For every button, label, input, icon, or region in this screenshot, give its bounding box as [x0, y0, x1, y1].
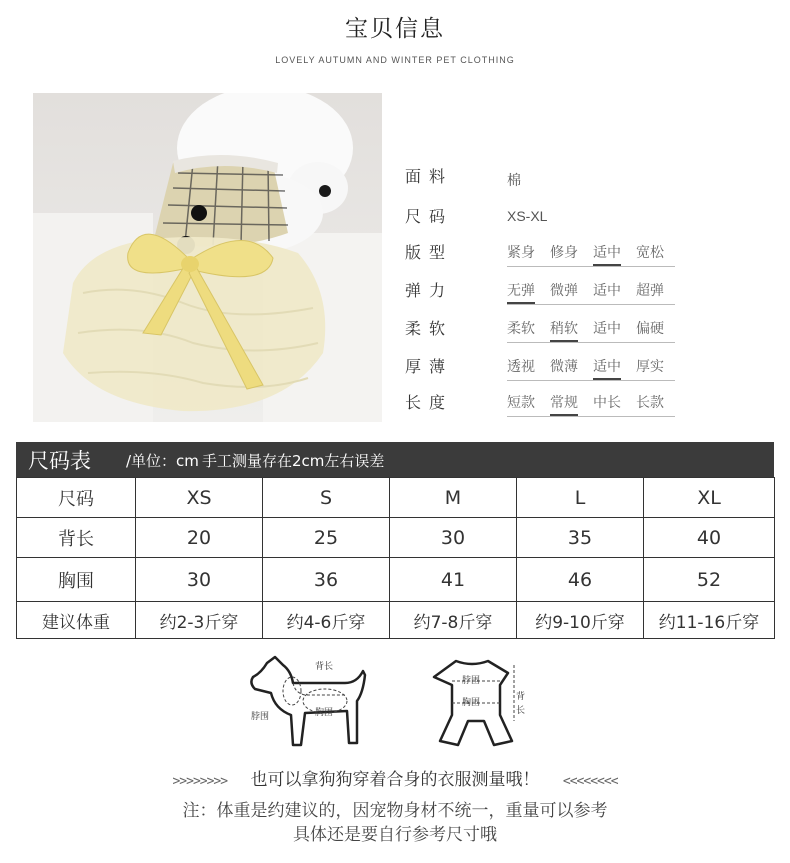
size-chart-note: 手工测量存在2cm左右误差 [202, 452, 385, 470]
attr-options [507, 280, 675, 305]
table-cell: 40 [644, 518, 775, 558]
table-cell: 约11-16斤穿 [644, 602, 775, 639]
attr-options [507, 318, 675, 343]
attr-label: 尺码 [405, 207, 454, 226]
attr-option: 紧身 [507, 245, 535, 261]
attr-fit [405, 240, 705, 266]
table-cell: M [390, 478, 517, 518]
page-subtitle: LOVELY AUTUMN AND WINTER PET CLOTHING [275, 55, 515, 65]
attr-thickness [405, 354, 705, 380]
product-photo [33, 93, 382, 422]
attr-value: XS-XL [507, 208, 548, 224]
attr-label: 版型 [405, 243, 454, 262]
attr-softness [405, 316, 705, 342]
table-row [17, 518, 775, 558]
diagram-label: 脖围 [462, 676, 481, 686]
table-cell: 约4-6斤穿 [263, 602, 390, 639]
attr-option: 宽松 [636, 245, 664, 261]
diagram-label: 背 [516, 692, 526, 702]
attr-label: 厚薄 [405, 357, 454, 376]
table-cell: 30 [136, 558, 263, 602]
attr-option-selected: 适中 [593, 242, 621, 262]
page-title: 宝贝信息 [345, 16, 445, 42]
attr-option-selected: 无弹 [507, 280, 535, 300]
attr-option: 微薄 [550, 359, 578, 375]
attr-option: 适中 [593, 283, 621, 299]
table-cell: 52 [644, 558, 775, 602]
diagram-label: 脖围 [251, 712, 270, 722]
table-cell: S [263, 478, 390, 518]
table-cell: 胸围 [17, 558, 136, 602]
table-cell: 35 [517, 518, 644, 558]
table-cell: L [517, 478, 644, 518]
attr-options [507, 392, 675, 417]
weight-note-line-2: 具体还是要自行参考尺寸哦 [293, 825, 497, 845]
arrows-left-decoration: <<<<<<<< [562, 774, 618, 789]
size-chart-header [16, 442, 774, 477]
attr-label: 弹力 [405, 281, 454, 300]
table-cell: 建议体重 [17, 602, 136, 639]
attr-option: 短款 [507, 395, 535, 411]
attr-option: 透视 [507, 359, 535, 375]
attr-option-selected: 稍软 [550, 318, 578, 338]
dog-outline-icon [245, 653, 370, 753]
table-row-header [17, 478, 775, 518]
attr-fabric [405, 164, 705, 190]
table-cell: 41 [390, 558, 517, 602]
garment-measurement-diagram [428, 655, 528, 750]
table-cell: 25 [263, 518, 390, 558]
size-chart-unit: /单位：cm [126, 452, 199, 470]
diagram-label: 长 [516, 706, 526, 716]
attr-option: 微弹 [550, 283, 578, 299]
table-row [17, 602, 775, 639]
table-cell: 30 [390, 518, 517, 558]
attr-option: 偏硬 [636, 321, 664, 337]
table-cell: 约7-8斤穿 [390, 602, 517, 639]
size-table [16, 477, 775, 639]
attr-option: 适中 [593, 321, 621, 337]
table-cell: XS [136, 478, 263, 518]
table-cell: 约9-10斤穿 [517, 602, 644, 639]
dog-measurement-diagram [245, 653, 370, 753]
attr-option-selected: 适中 [593, 356, 621, 376]
attr-option: 长款 [636, 395, 664, 411]
attr-label: 面料 [405, 167, 454, 186]
attr-option: 中长 [593, 395, 621, 411]
table-row [17, 558, 775, 602]
table-cell: 背长 [17, 518, 136, 558]
diagram-label: 胸围 [462, 698, 481, 708]
arrows-right-decoration: >>>>>>>> [172, 774, 228, 789]
weight-note-line-1: 注：体重是约建议的，因宠物身材不统一，重量可以参考 [182, 801, 608, 821]
attr-label: 长度 [405, 393, 454, 412]
attr-elasticity [405, 278, 705, 304]
attr-option: 修身 [550, 245, 578, 261]
table-cell: 36 [263, 558, 390, 602]
table-cell: XL [644, 478, 775, 518]
attr-label: 柔软 [405, 319, 454, 338]
diagram-label: 背长 [315, 662, 334, 672]
attr-option: 厚实 [636, 359, 664, 375]
attr-value: 棉 [507, 172, 521, 188]
measure-tip-text: 也可以拿狗狗穿着合身的衣服测量哦！ [250, 770, 540, 790]
attr-option: 柔软 [507, 321, 535, 337]
measure-tip [0, 765, 790, 790]
table-cell: 尺码 [17, 478, 136, 518]
table-cell: 46 [517, 558, 644, 602]
attr-options [507, 242, 675, 267]
size-chart-title: 尺码表 [28, 449, 91, 473]
dog-in-dress-illustration [33, 93, 382, 422]
attr-option: 超弹 [636, 283, 664, 299]
table-cell: 约2-3斤穿 [136, 602, 263, 639]
attr-options [507, 356, 675, 381]
attr-length [405, 390, 705, 416]
table-cell: 20 [136, 518, 263, 558]
attr-option-selected: 常规 [550, 392, 578, 412]
diagram-label: 胸围 [315, 708, 334, 718]
attr-size [405, 204, 705, 230]
